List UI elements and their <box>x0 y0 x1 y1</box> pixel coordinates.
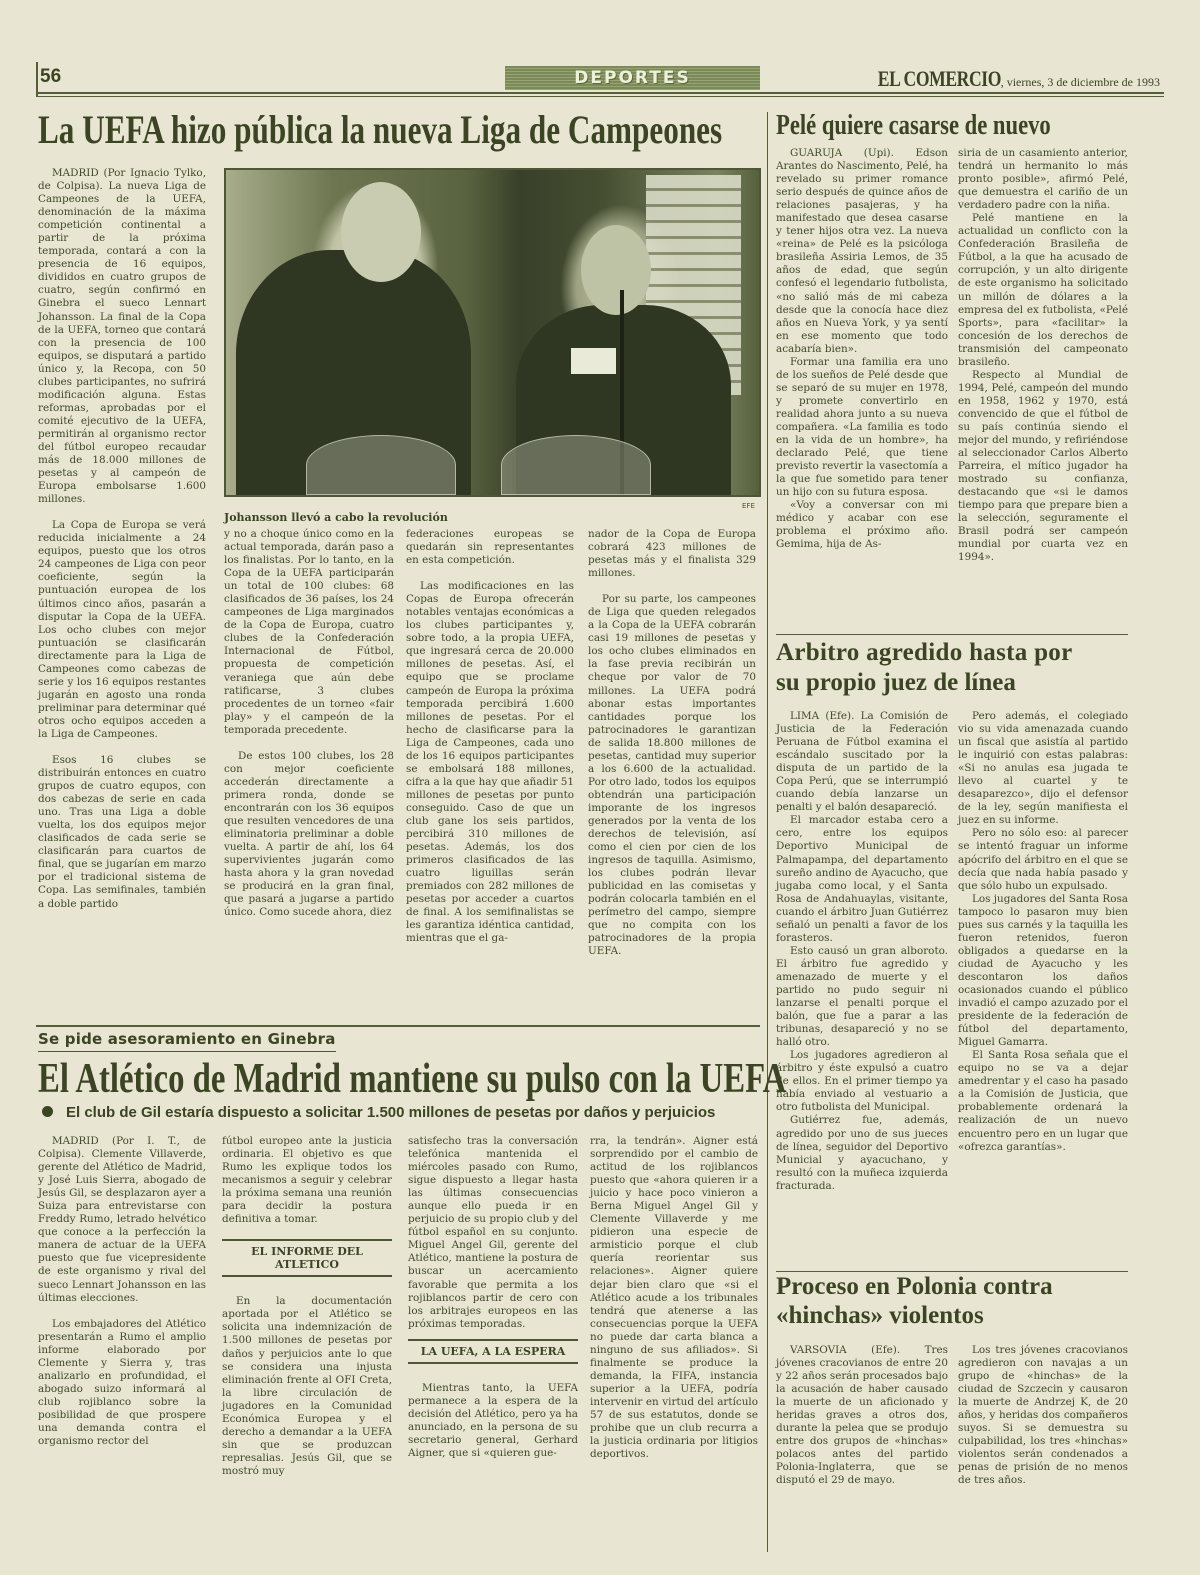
photo-uefa-draw <box>224 168 761 497</box>
pele-column-2 <box>958 147 1128 565</box>
paragraph: y no a choque único como en la actual temporada, darán paso a los finalistas. Por lo tanto, en la Copa de la UEFA participarán un total de 100 clubes: 68 clasificados de 36 países, los 24 campeones de Liga marginados de la Copa de Europa, cuatro clubes de la Confederación Internacional de Fútbol, propuesta de competición veraniega que aún debe ratificarse, 3 clubes procedentes de un torneo «fair play» y el campeón de la temporada precedente. <box>224 528 394 736</box>
masthead-rule-top <box>36 92 1164 94</box>
paragraph: Pero además, el colegiado vio su vida amenazada cuando un fiscal que asistía al partido le inquirió con estas palabras: «Si no anulas esa jugada te llevo al cuartel y te desaparezco», dijo el defensor de la ley, según manifiesta el juez en su informe. <box>958 710 1128 827</box>
uefa-column-4 <box>588 528 756 959</box>
atletico-column-2 <box>222 1135 392 1478</box>
paragraph: Los tres jóvenes cracovianos agredieron con navajas a un grupo de «hinchas» de la ciudad de Szczecin y causaron la muerte de Andrzej K, de 20 años, y heridas dos compañeros suyos. Si se demuestra su culpabilidad, los tres «hinchas» violentos serán condenados a penas de prisión de no menos de tres años. <box>958 1344 1128 1487</box>
photo-caption: Johansson llevó a cabo la revolución <box>224 511 448 524</box>
masthead-rule-left <box>36 62 38 96</box>
column-divider <box>767 112 768 1552</box>
paragraph: siria de un casamiento anterior, tendrá un hermanito lo más pronto posible», afirmó Pelé, que demuestra el cariño de un verdadero padre con la niña. <box>958 147 1128 212</box>
paragraph: federaciones europeas se quedarán sin representantes en esta competición. <box>406 528 574 567</box>
box-title-informe: EL INFORME DEL ATLETICO <box>222 1239 392 1277</box>
paragraph: Los jugadores agredieron al árbitro y éste expulsó a cuatro de ellos. En el primer tiempo ya había enviado al vestuario a otro futbolista del Municipal. <box>776 1049 948 1114</box>
paragraph: VARSOVIA (Efe). Tres jóvenes cracovianos de entre 20 y 22 años serán procesados bajo la acusación de haber causado la muerte de un aficionado y heridas graves a otros dos, durante la pelea que se produjo entre dos grupos de «hinchas» polacos antes del partido Polonia-Inglaterra, que se disputó el 29 de mayo. <box>776 1344 948 1487</box>
draw-bowl-right <box>501 435 651 495</box>
draw-card <box>571 348 616 374</box>
draw-bowl-left <box>306 435 456 495</box>
atletico-column-4 <box>590 1135 758 1461</box>
uefa-column-3 <box>406 528 574 945</box>
subheadline-text: El club de Gil estaría dispuesto a solicitar 1.500 millones de pesetas por daños y perjuicios <box>66 1104 716 1121</box>
headline-pele: Pelé quiere casarse de nuevo <box>776 109 1051 141</box>
paragraph: Por su parte, los campeones de Liga que queden relegados a la Copa de la UEFA cobrarán casi 19 millones de pesetas y los ocho clubes eliminados en la fase previa recibirán un cheque por valor de 70 millones. La UEFA podrá abonar estas importantes cantidades porque los patrocinadores le garantizan de salida 18.800 millones de pesetas, cantidad muy superior a los 6.600 de la actualidad. Por otro lado, todos los equipos obtendrán una participación imporante de los ingresos generados por la venta de los derechos de televisión, así como el cien por cien de los ingresos de taquilla. Asimismo, los clubes podrán llevar publicidad en las comisetas y podrán colocarla también en el perímetro del campo, siempre que no compita con los patrocinadores de la propia UEFA. <box>588 593 756 958</box>
section-title: DEPORTES <box>574 68 691 88</box>
person-left-head <box>341 182 421 282</box>
paragraph: Esto causó un gran alboroto. El árbitro fue agredido y amenazado de muerte y el partido no pudo seguir ni lanzarse el penalti porque el balón, que fue a parar a las tribunas, desapareció y no se halló otro. <box>776 944 948 1049</box>
paragraph: fútbol europeo ante la justicia ordinaria. El objetivo es que Rumo les explique todos los mecanismos a seguir y celebrar la próxima semana una reunión para decidir la postura definitiva a tomar. <box>222 1135 392 1226</box>
atletico-column-3 <box>408 1135 578 1460</box>
paragraph: La Copa de Europa se verá reducida inicialmente a 24 equipos, puesto que los otros 24 campeones de Liga con peor coeficiente, según la puntuación europea de los últimos cinco años, pasarán a disputar la Copa de la UEFA. Los ocho clubes con mejor puntuación se clasificarán directamente para la Liga de Campeones como cabezas de serie y los 16 equipos restantes jugarán en agosto una ronda preliminar para determinar qué otros ocho equipos acceden a la Liga de Campeones. <box>38 519 206 740</box>
paragraph: MADRID (Por I. T., de Colpisa). Clemente Villaverde, gerente del Atlético de Madrid, y José Luis Sierra, abogado de Jesús Gil, se desplazaron ayer a Suiza para entrevistarse con Freddy Rumo, letrado helvético que conoce a la perfección la manera de actuar de la UEFA puesto que fue vicepresidente de este organismo y rival del sueco Lennart Johansson en las últimas elecciones. <box>38 1135 206 1304</box>
paragraph: Gutiérrez fue, además, agredido por uno de sus jueces de línea, seguidor del Deportivo Municial y ayacuchano, y resultó con la muñeca izquierda fracturada. <box>776 1114 948 1192</box>
paragraph: Pero no sólo eso: al parecer se intentó fraguar un informe apócrifo del árbitro en el que se decía que nada había pasado y que sólo hubo un expulsado. <box>958 827 1128 892</box>
uefa-column-1 <box>38 167 206 911</box>
paragraph: Pelé mantiene en la actualidad un conflicto con la Confederación Brasileña de Fútbol, a la que ha acusado de corrupción, y un alto dirigente de este organismo ha solicitado un millón de dólares a la empresa del ex futbolista, «Pelé Sports», para «facilitar» la concesión de los derechos de transmisión del campeonato brasileño. <box>958 212 1128 368</box>
person-right-head <box>581 225 651 315</box>
divider-arbitro <box>776 634 1128 635</box>
issue-date: , viernes, 3 de diciembre de 1993 <box>1000 75 1160 89</box>
bullet-icon <box>42 1106 53 1117</box>
divider-atletico <box>36 1025 760 1027</box>
paragraph: rra, la tendrán». Aigner está sorprendido por el cambio de actitud de los rojiblancos puesto que «ahora quieren ir a juicio y hace poco vinieron a Berna Miguel Angel Gil y Clemente Villaverde y me pidieron una especie de armisticio porque el club quería reorientar sus relaciones». Aigner quiere dejar bien claro que «si el Atlético acude a los tribunales tendrá que atenerse a las consecuencias porque la UEFA no puede dar carta blanca a ninguno de sus afiliados». Si finalmente se produce la demanda, la FIFA, instancia superior a la UEFA, podría intervenir en virtud del artículo 57 de sus estatutos, donde se prohibe que un club recurra a la justicia ordinaria por litigios deportivos. <box>590 1135 758 1461</box>
paragraph: Las modificaciones en las Copas de Europa ofrecerán notables ventajas económicas a los clubes participantes y, sobre todo, a la propia UEFA, que ingresará cerca de 20.000 millones de pesetas. Así, el equipo que se proclame campeón de Europa la próxima temporada percibirá 1.600 millones de pesetas. Por el hecho de clasificarse para la Liga de Campeones, cada uno de los 16 equipos participantes se embolsará 188 millones, cifra a la que hay que añadir 51 millones de pesetas por punto conseguido. Caso de que un club gane los seis partidos, percibirá 310 millones de pesetas. Además, los dos primeros clasificados de las cuatro liguillas serán premiados con 282 millones de pesetas por acceder a cuartos de final. A los semifinalistas se les garantiza idéntica cantidad, mientras que el ga- <box>406 580 574 945</box>
paragraph: satisfecho tras la conversación telefónica mantenida el miércoles pasado con Rumo, sigue dispuesto a llegar hasta las últimas consecuencias aunque ello pueda ir en perjuicio de su propio club y del fútbol español en su conjunto. Miguel Angel Gil, gerente del Atlético, mantiene la postura de buscar un acercamiento favorable que permita a los rojiblancos partir de cero con los arbitrajes europeos en las próximas temporadas. <box>408 1135 578 1330</box>
subheadline-atletico <box>42 1104 715 1121</box>
paragraph: LIMA (Efe). La Comisión de Justicia de la Federación Peruana de Fútbol examina el escándalo suscitado por la disputa de un partido de la Copa Perú, que se interrumpió cuando debía lanzarse un penalti y el balón desapareció. <box>776 710 948 814</box>
paragraph: MADRID (Por Ignacio Tylko, de Colpisa). La nueva Liga de Campeones de la UEFA, denominación de la máxima competición continental a partir de la próxima temporada, contará a con la presencia de 16 equipos, divididos en cuatro grupos de cuatro, según confirmó en Ginebra el sueco Lennart Johansson. La final de la Copa de la UEFA, torneo que contará con la presencia de 100 equipos, se disputará a partido único y, la Recopa, con 50 clubes participantes, no sufrirá modificación alguna. Estas reformas, aprobadas por el comité ejecutivo de la UEFA, permitirán al organismo rector del fútbol europeo recaudar más de 18.000 millones de pesetas y al campeón de Europa embolsarse 1.600 millones. <box>38 167 206 506</box>
pele-column-1 <box>776 147 948 551</box>
headline-arbitro-line-1: Arbitro agredido hasta por <box>776 639 1073 666</box>
headline-arbitro-line-2: su propio juez de línea <box>776 669 1016 696</box>
paragraph: Respecto al Mundial de 1994, Pelé, campeón del mundo en 1958, 1962 y 1970, está convencido de que el fútbol de su país continúa siendo el mejor del mundo, y refiriéndose al seleccionador Carlos Alberto Parreira, el mítico jugador ha mostrado su confianza, destacando que «si le damos tiempo para que prepare bien a la selección, seguramente el Brasil podrá ser campeón mundial por cuarta vez en 1994». <box>958 368 1128 564</box>
paragraph: En la documentación aportada por el Atlético se solicita una indemnización de 1.500 millones de pesetas por daños y perjuicios ante lo que se considera una injusta eliminación frente al OFI Creta, la libre circulación de jugadores en la Comunidad Económica Europea y el derecho a demandar a la UEFA sin que se produzcan represalias. Jesús Gil, que se mostró muy <box>222 1295 392 1477</box>
paragraph: Formar una familia era uno de los sueños de Pelé desde que se separó de su mujer en 1978, y promete convertirlo en realidad ahora junto a su nueva compañera. «La familia es todo en la vida de un hombre», ha declarado Pelé, que tiene previsto revertir la vasectomía a la que fue sometido para tener un hijo con su futura esposa. <box>776 355 948 499</box>
headline-polonia-line-1: Proceso en Polonia contra <box>776 1273 1053 1300</box>
paragraph: Esos 16 clubes se distribuirán entonces en cuatro grupos de cuatro equpos, con dos cabezas de serie en cada uno. Tras una Liga a doble vuelta, los dos equipos mejor clasificados de cada serie se clasificarán para cuartos de final, que se jugarían em marzo por el tradicional sistema de Copa. Las semifinales, también a doble partido <box>38 754 206 910</box>
paragraph: nador de la Copa de Europa cobrará 423 millones de pesetas más y el finalista 329 millones. <box>588 528 756 580</box>
paragraph: El marcador estaba cero a cero, entre los equipos Deportivo Municipal de Palmapampa, del departamento sureño andino de Ayacucho, que jugaba como local, y el Santa Rosa de Andahuaylas, visitante, cuando el árbitro Juan Gutiérrez señaló un penalti a favor de los forasteros. <box>776 814 948 944</box>
paragraph: El Santa Rosa señala que el equipo no se va a dejar amedrentar y el caso ha pasado a la Comisión de Justicia, que probablemente ordenará la realización de un nuevo encuentro pero en un lugar que «ofrezca garantías». <box>958 1049 1128 1153</box>
arbitro-column-1 <box>776 710 948 1193</box>
headline-polonia-line-2: «hinchas» violentos <box>776 1302 984 1329</box>
paragraph: Los embajadores del Atlético presentarán a Rumo el amplio informe elaborado por Clemente y Sierra y, tras analizarlo en profundidad, el abogado suizo informará al club rojiblanco sobre la posibilidad de que prospere una demanda contra el organismo rector del <box>38 1317 206 1448</box>
masthead-rule-bottom <box>36 96 1164 97</box>
paragraph: De estos 100 clubes, los 28 con mejor coeficiente accederán directamente a primera ronda, donde se encontrarán con los 36 equipos que resulten vencedores de una eliminatoria preliminar a doble vuelta. A partir de ahí, los 64 supervivientes jugarán como hasta ahora y la gran novedad se producirá en la gran final, que pasará a jugarse a partido único. Como sucede ahora, diez <box>224 749 394 919</box>
divider-polonia <box>776 1271 1128 1272</box>
polonia-column-1 <box>776 1344 948 1488</box>
paragraph: Mientras tanto, la UEFA permanece a la espera de la decisión del Atlético, pero ya ha anunciado, en la persona de su secretario general, Gerhard Aigner, que si «quieren gue- <box>408 1381 578 1459</box>
kicker-text: Se pide asesoramiento en Ginebra <box>38 1030 336 1048</box>
photo-credit: EFE <box>742 502 755 510</box>
paper-name: EL COMERCIO <box>877 66 1001 91</box>
paragraph: GUARUJA (Upi). Edson Arantes do Nascimento, Pelé, ha revelado su primer romance serio después de quince años de relaciones pasajeras, y ha manifestado que desea casarse y tener hijos otra vez. La nueva «reina» de Pelé es la psicóloga brasileña Assiria Lemos, de 35 años de edad, que según confesó el legendario futbolista, «no salió más de mi cabeza desde que la conocía hace diez años en Nueva York, y ya sentí en ese momento que todo acabaría bien». <box>776 147 948 355</box>
masthead-right <box>770 66 1160 92</box>
paragraph: «Voy a conversar con mi médico y acabar con ese problema el próximo año. Gemima, hija de As- <box>776 499 948 551</box>
polonia-column-2 <box>958 1344 1128 1488</box>
paragraph: Los jugadores del Santa Rosa tampoco lo pasaron muy bien pues sus carnés y la taquilla les fueron retenidos, fueron obligados a quedarse en la ciudad de Ayacucho y les descontaron los daños ocasionados cuando el público invadió el campo azuzado por el presidente de la federación de fútbol del departamento, Miguel Gamarra. <box>958 892 1128 1049</box>
atletico-column-1 <box>38 1135 206 1448</box>
uefa-column-2 <box>224 528 394 919</box>
kicker-atletico <box>38 1030 336 1052</box>
headline-uefa: La UEFA hizo pública la nueva Liga de Campeones <box>38 107 723 152</box>
headline-atletico: El Atlético de Madrid mantiene su pulso con la UEFA <box>38 1056 787 1102</box>
section-banner <box>505 66 760 90</box>
page-number: 56 <box>40 66 62 87</box>
arbitro-column-2 <box>958 710 1128 1154</box>
box-title-espera: LA UEFA, A LA ESPERA <box>408 1339 578 1364</box>
